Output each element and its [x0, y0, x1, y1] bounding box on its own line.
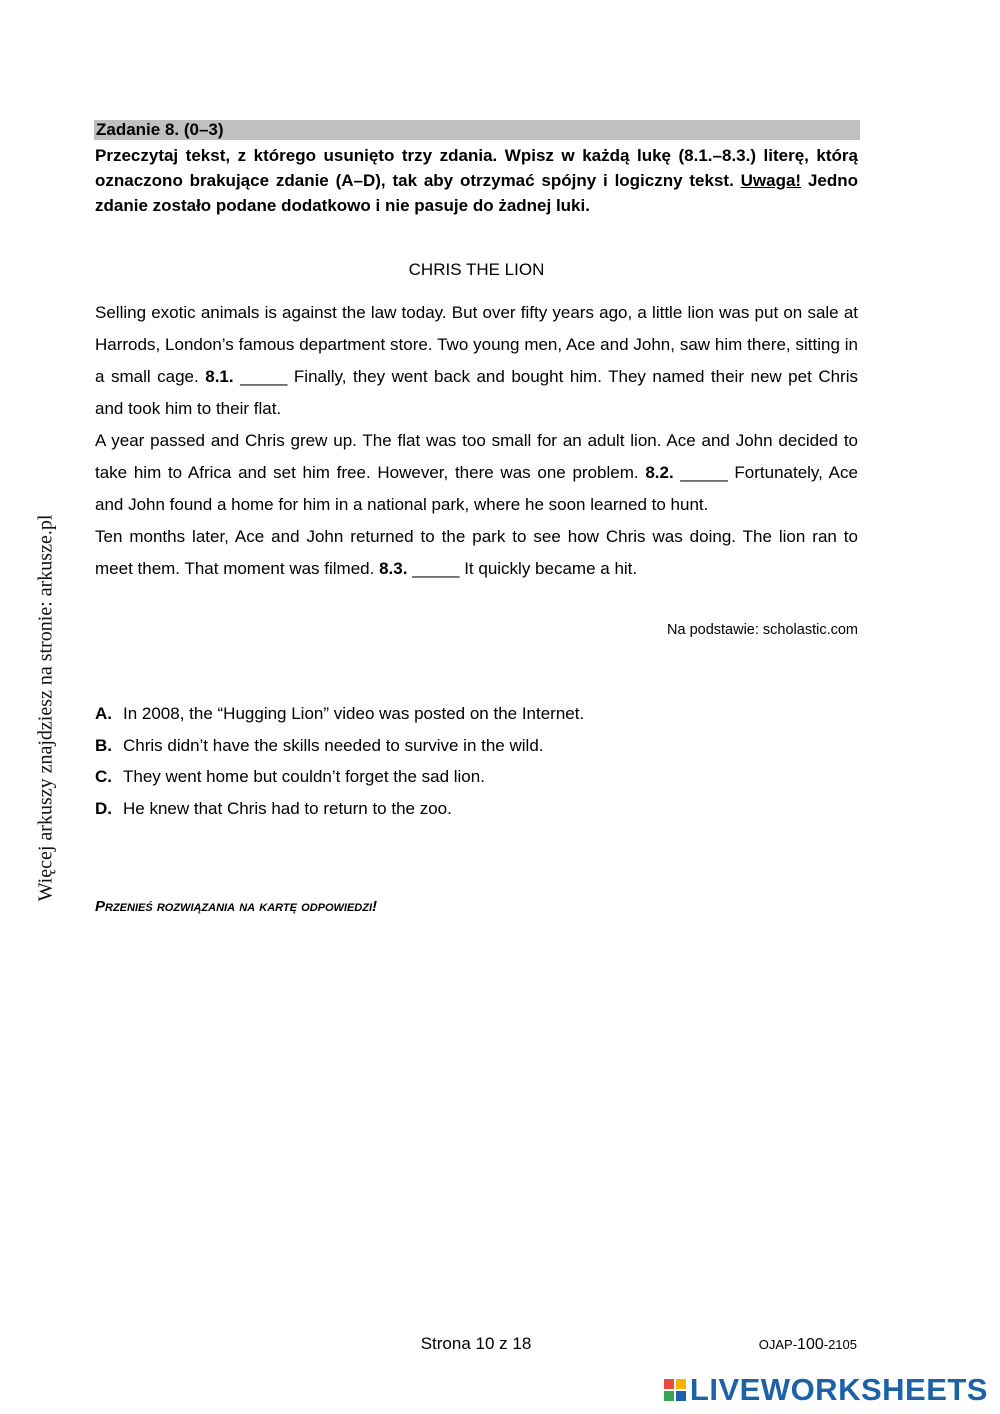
option-c: [95, 761, 858, 793]
logo-square-icon: [664, 1391, 674, 1401]
story-paragraph-3: [95, 521, 858, 585]
liveworksheets-logo[interactable]: [664, 1372, 988, 1408]
liveworksheets-logo-text: LIVEWORKSHEETS: [689, 1372, 988, 1407]
story-text-segment: It quickly became a hit.: [464, 559, 638, 578]
page-number: Strona 10 z 18: [420, 1334, 532, 1353]
logo-square-icon: [676, 1391, 686, 1401]
story-text: [95, 297, 858, 585]
option-text: He knew that Chris had to return to the zoo.: [123, 798, 452, 818]
story-title: CHRIS THE LION: [408, 260, 545, 279]
option-letter: D.: [95, 798, 112, 818]
story-paragraph-2: [95, 425, 858, 521]
note-text: Jedno zdanie zostało podane dodatkowo i nie pasuje do żadnej luki.: [95, 171, 858, 215]
transfer-answers-note: Przenieś rozwiązania na kartę odpowiedzi!: [95, 898, 378, 915]
gap-label-8-1: 8.1.: [205, 367, 234, 386]
gap-blank-8-2[interactable]: _____: [680, 463, 728, 482]
liveworksheets-logo-icon: [664, 1379, 686, 1401]
option-text: In 2008, the “Hugging Lion” video was posted on the Internet.: [123, 704, 585, 723]
exam-code-mid: 100: [797, 1336, 824, 1353]
task-instructions: [95, 143, 858, 218]
exam-code-prefix: OJAP-: [758, 1337, 798, 1352]
option-letter: C.: [95, 767, 112, 786]
gap-label-8-2: 8.2.: [645, 463, 674, 482]
story-text-segment: A year passed and Chris grew up. The flat was too small for an adult lion. Ace and John decided to take him to Africa and set him free. However, there was one problem.: [95, 431, 858, 482]
option-d: [95, 793, 858, 825]
answer-options: [95, 698, 858, 824]
story-text-segment: Finally, they went back and bought him. They named their new pet Chris and took him to their flat.: [95, 367, 858, 418]
source-citation: Na podstawie: scholastic.com: [667, 622, 858, 638]
story-text-segment: Ten months later, Ace and John returned to the park to see how Chris was doing. The lion ran to meet them. That moment was filmed.: [95, 527, 858, 578]
task-header: Zadanie 8. (0–3): [94, 120, 860, 140]
story-paragraph-1: [95, 297, 858, 425]
note-label: Uwaga!: [740, 171, 802, 190]
option-letter: B.: [95, 735, 112, 755]
logo-square-icon: [676, 1379, 686, 1389]
story-text-segment: Fortunately, Ace and John found a home for him in a national park, where he soon learned to hunt.: [95, 463, 858, 514]
instruction-main: Przeczytaj tekst, z którego usunięto trzy zdania. Wpisz w każdą lukę (8.1.–8.3.) literę, którą oznaczono brakujące zdanie (A–D), tak aby otrzymać spójny i logiczny tekst.: [95, 146, 858, 190]
logo-square-icon: [664, 1379, 674, 1389]
exam-code-suffix: -2105: [823, 1337, 857, 1352]
option-text: Chris didn’t have the skills needed to survive in the wild.: [123, 735, 544, 755]
side-watermark-text: Więcej arkuszy znajdziesz na stronie: arkusze.pl: [34, 514, 57, 902]
option-b: [95, 730, 858, 762]
exam-code: [759, 1335, 857, 1355]
option-a: [95, 698, 858, 730]
gap-blank-8-3[interactable]: _____: [412, 559, 460, 578]
gap-blank-8-1[interactable]: _____: [240, 367, 288, 386]
option-text: They went home but couldn’t forget the sad lion.: [123, 767, 485, 786]
story-text-segment: Selling exotic animals is against the law today. But over fifty years ago, a little lion was put on sale at Harrods, London’s famous department store. Two young men, Ace and John, saw him there, sitting in a small cage.: [95, 303, 858, 386]
gap-label-8-3: 8.3.: [379, 559, 408, 578]
option-letter: A.: [95, 704, 112, 723]
